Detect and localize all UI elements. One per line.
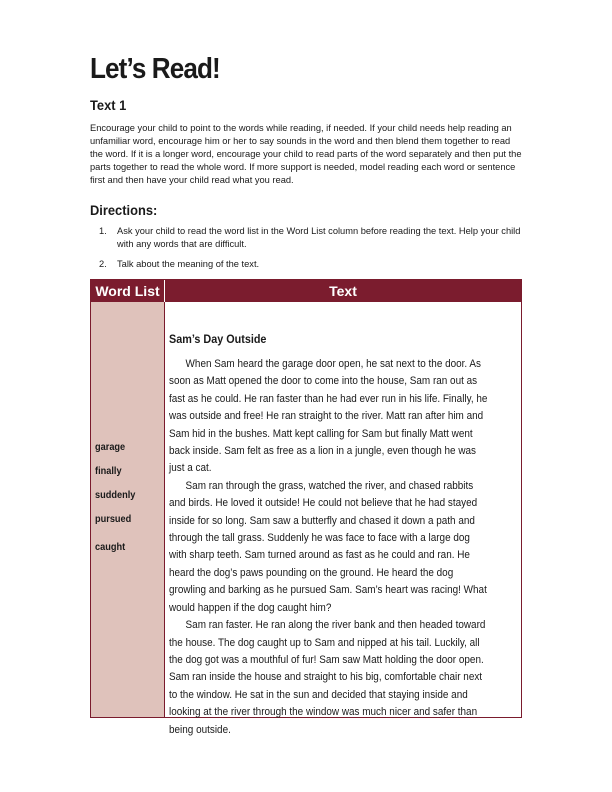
- text-header: Text: [329, 283, 357, 299]
- direction-number: 1.: [99, 226, 107, 236]
- word-list-item: finally: [95, 466, 122, 477]
- story-paragraph: Sam ran through the grass, watched the river, and chased rabbits and birds. He loved it outside! He could not believe that he had stayed inside for so long. Sam saw a butterfly and chased it down a path and through the tall grass. Suddenly he was face to face with a large dog with sharp teeth. Sam turned around as fast as he could and ran. He heard the dog’s paws pounding on the ground. He heard the dog growling and barking as he pursued Sam. Sam’s heart was racing! What would happen if the dog caught him?: [169, 479, 487, 614]
- direction-number: 2.: [99, 259, 107, 269]
- table-header: [91, 280, 521, 302]
- word-list-item: caught: [95, 542, 126, 553]
- word-list-column: [91, 302, 165, 717]
- text-subtitle: Text 1: [90, 97, 127, 113]
- direction-item: [90, 258, 522, 271]
- page-title: Let’s Read!: [90, 53, 220, 85]
- direction-text: Talk about the meaning of the text.: [117, 259, 260, 269]
- direction-item: [90, 225, 522, 250]
- story-title: Sam’s Day Outside: [169, 332, 267, 346]
- directions-list: [90, 225, 522, 271]
- intro-paragraph: Encourage your child to point to the words while reading, if needed. If your child needs help reading an unfamiliar word, encourage him or her to say sounds in the word and then blend them together to read the word. If it is a longer word, encourage your child to read parts of the word separately and then put the parts together to read the whole word. If more support is needed, model reading each word or sentence first and then have your child read what you read.: [90, 123, 522, 185]
- text-column: [169, 302, 517, 736]
- story-paragraph: When Sam heard the garage door open, he sat next to the door. As soon as Matt opened the door to come into the house, Sam ran out as fast as he could. He ran faster than he had ever run in his life. Finally, he was outside and free! He ran straight to the river. Matt ran after him and Sam hid in the bushes. Matt kept calling for Sam but finally Matt went back inside. Sam felt as free as a lion in a jungle, even though he was just a cat.: [169, 358, 488, 475]
- page-content: [90, 52, 522, 279]
- story-body: [169, 356, 488, 739]
- directions-heading: Directions:: [90, 202, 158, 218]
- word-list-header: Word List: [91, 280, 165, 302]
- word-list-item: pursued: [95, 514, 132, 525]
- direction-text: Ask your child to read the word list in the Word List column before reading the text. Help your child with any words that are difficult.: [117, 226, 521, 249]
- word-list-item: suddenly: [95, 490, 136, 501]
- story-paragraph: Sam ran faster. He ran along the river bank and then headed toward the house. The dog caught up to Sam and nipped at his tail. Luckily, all the dog got was a mouthful of fur! Sam saw Matt holding the door open. Sam ran inside the house and straight to his big, comfortable chair next to the window. He sat in the sun and decided that staying inside and looking at the river through the window was much nicer and safer than being outside.: [169, 619, 486, 736]
- word-list-table: [90, 279, 522, 736]
- word-list-item: garage: [95, 442, 126, 453]
